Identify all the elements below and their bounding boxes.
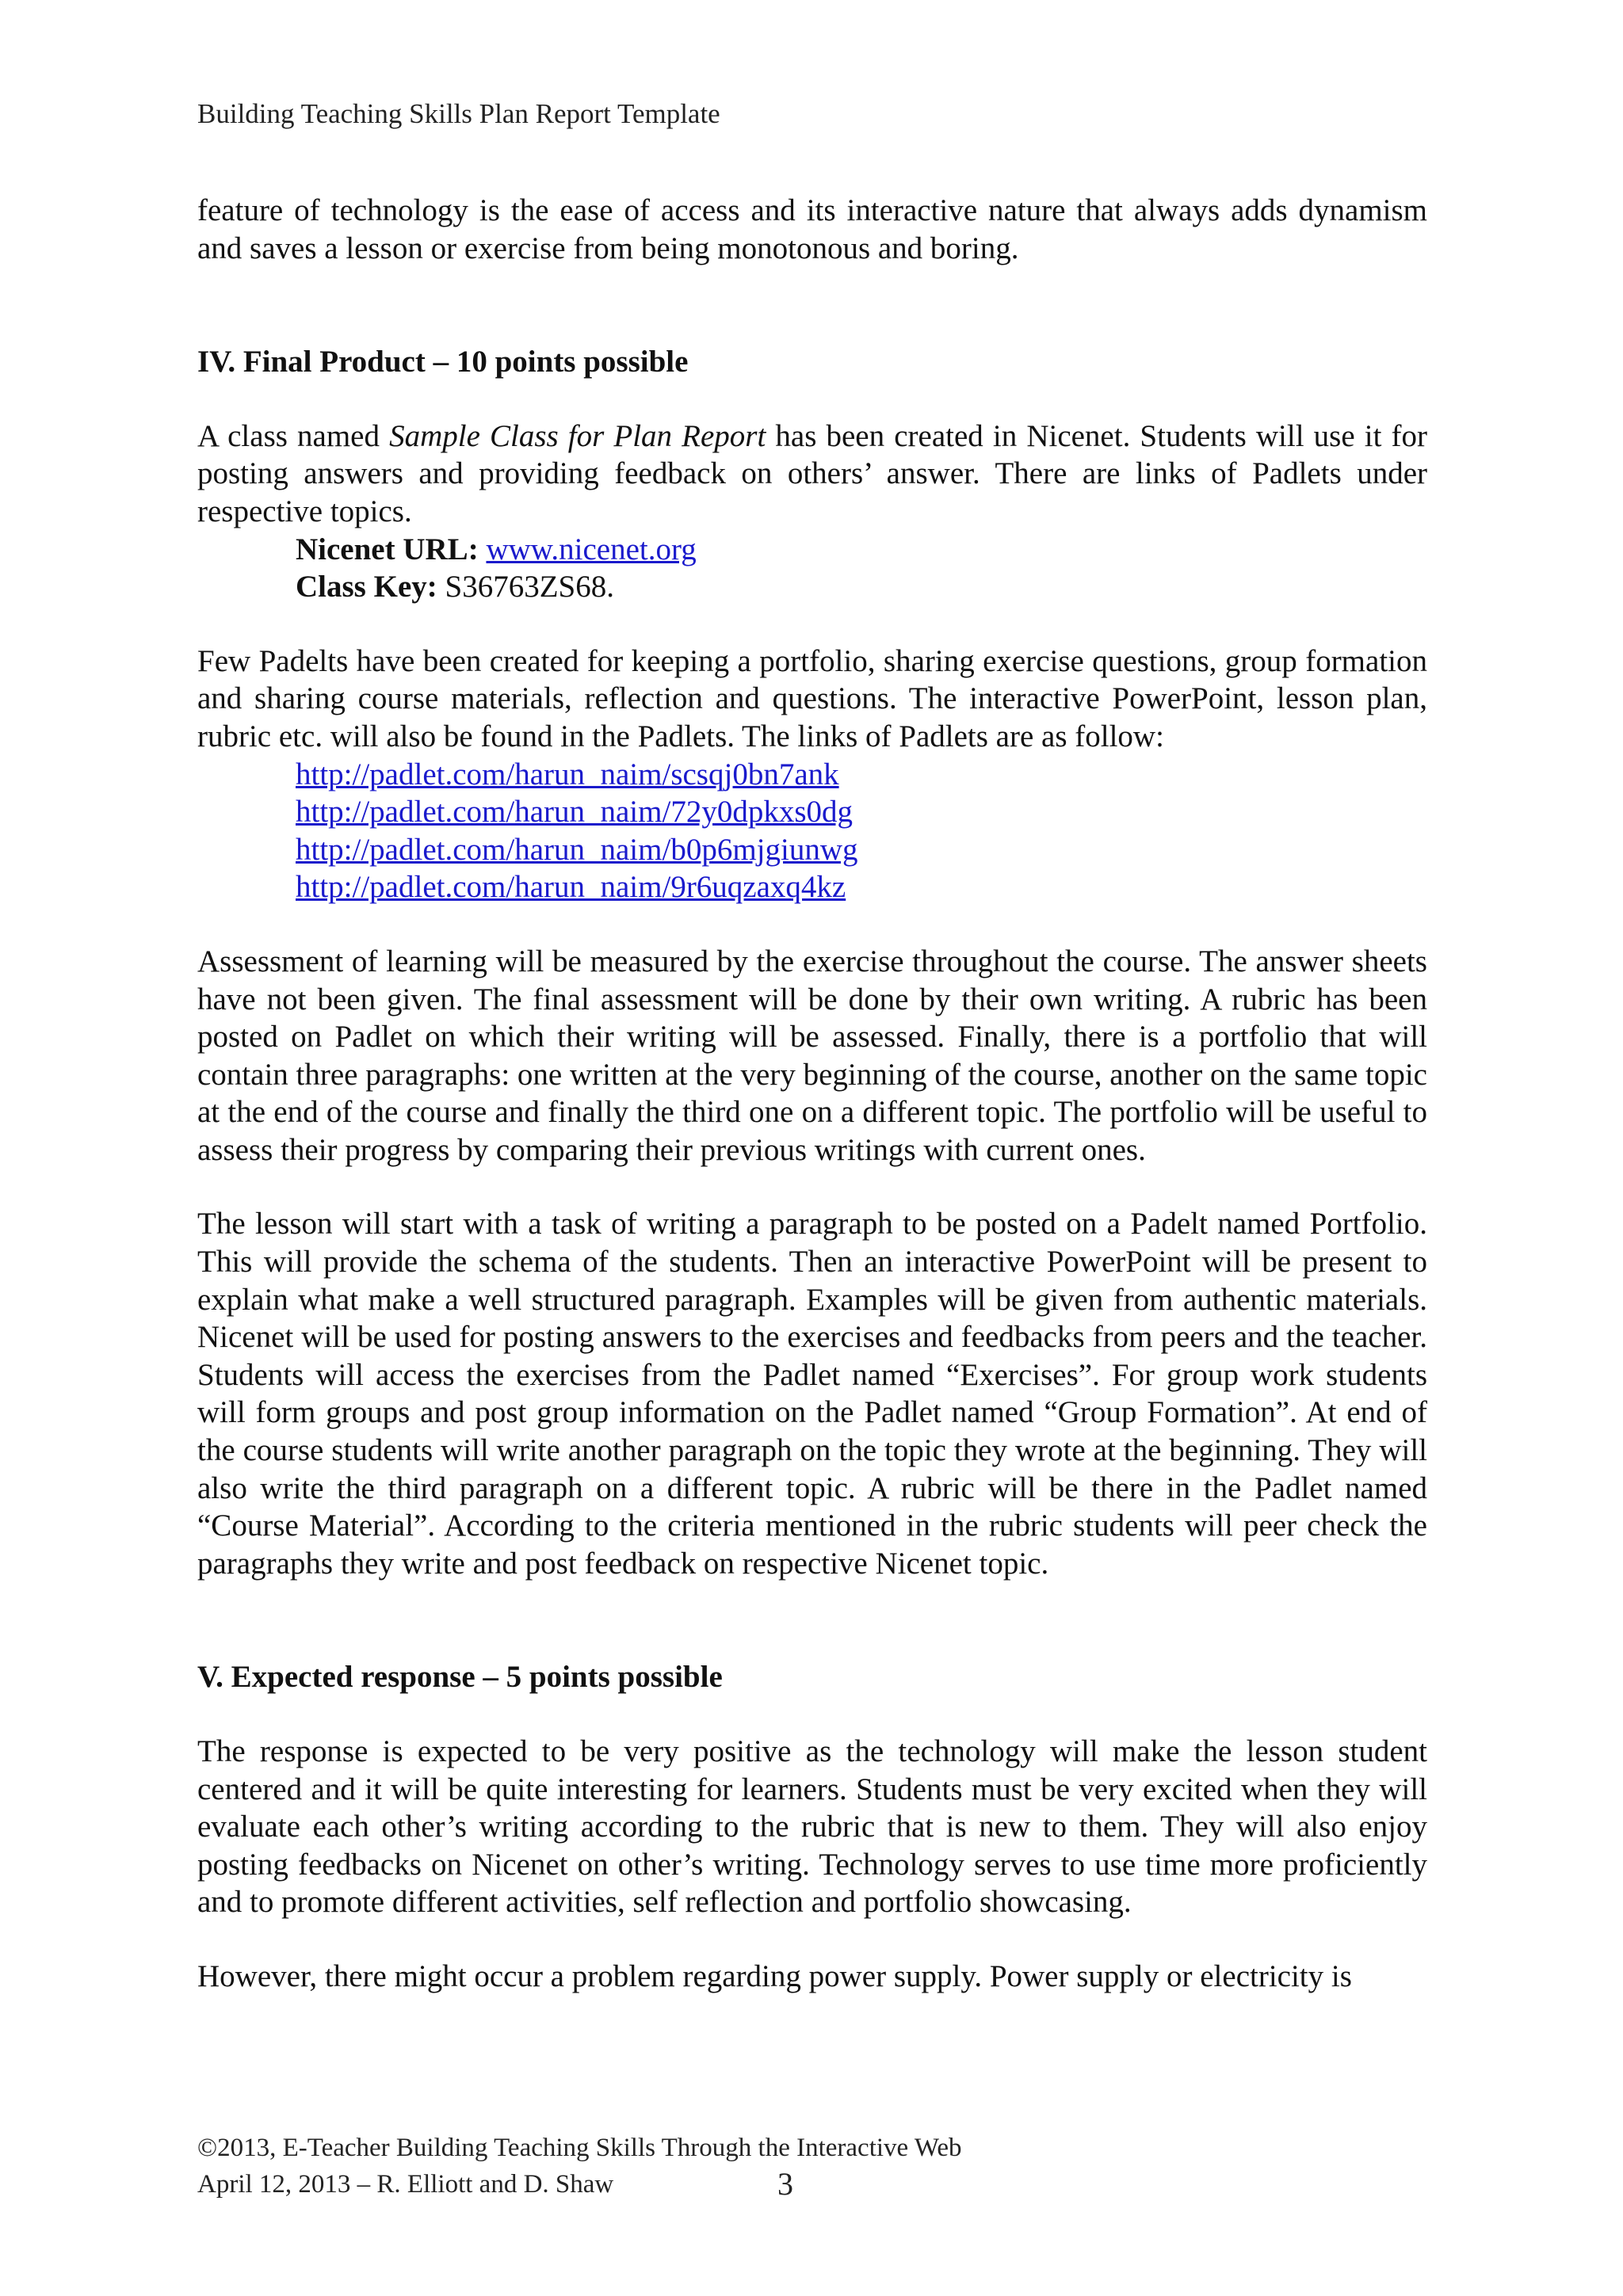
padlet-link-4[interactable]: http://padlet.com/harun_naim/9r6uqzaxq4kz [296, 870, 846, 905]
padlet-link-item [296, 831, 1427, 869]
section-iv-paragraph-4: The lesson will start with a task of writing a paragraph to be posted on a Padelt named Portfolio. This will provide the schema of the students. Then an interactive PowerPoint will be present to explain what make a well structured paragraph. Examples will be given from authentic materials. Nicenet will be used for posting answers to the exercises and feedbacks from peers and the teacher. Students will access the exercises from the Padlet named “Exercises”. For group work students will form groups and post group information on the Padlet named “Group Formation”. At end of the course students will write another paragraph on the topic they wrote at the beginning. They will also write the third paragraph on a different topic. A rubric will be there in the Padlet named “Course Material”. According to the criteria mentioned in the rubric students will peer check the paragraphs they write and post feedback on respective Nicenet topic. [197, 1207, 1427, 1581]
section-iv-heading: IV. Final Product – 10 points possible [197, 345, 689, 379]
class-key-line [296, 568, 1427, 606]
padlet-link-3[interactable]: http://padlet.com/harun_naim/b0p6mjgiunwg [296, 832, 858, 867]
section-iv-paragraph-1 [197, 418, 1427, 531]
footer-date-authors: April 12, 2013 – R. Elliott and D. Shaw [197, 2170, 614, 2199]
padlet-link-item [296, 756, 1427, 794]
page-content [197, 192, 1427, 1996]
class-key-value: S36763ZS68. [445, 570, 614, 605]
padlet-links-list [197, 756, 1427, 906]
section-iv-paragraph-3: Assessment of learning will be measured by the exercise throughout the course. The answer sheets have not been given. The final assessment will be done by their own writing. A rubric has been posted on Padlet on which their writing will be assessed. Finally, there is a portfolio that will contain three paragraphs: one written at the very beginning of the course, another on the same topic at the end of the course and finally the third one on a different topic. The portfolio will be useful to assess their progress by comparing their previous writings with current ones. [197, 944, 1427, 1167]
nicenet-url-line [296, 531, 1427, 569]
intro-paragraph: feature of technology is the ease of access and its interactive nature that always adds dynamism and saves a lesson or exercise from being monotonous and boring. [197, 193, 1427, 265]
footer-copyright: ©2013, E-Teacher Building Teaching Skills Through the Interactive Web [197, 2134, 962, 2162]
padlet-link-item [296, 868, 1427, 906]
class-name-italic: Sample Class for Plan Report [389, 418, 766, 453]
page-footer [197, 2130, 961, 2203]
section-iv-paragraph-2: Few Padelts have been created for keeping a portfolio, sharing exercise questions, group formation and sharing course materials, reflection and questions. The interactive PowerPoint, lesson plan, rubric etc. will also be found in the Padlets. The links of Padlets are as follow: [197, 643, 1427, 753]
padlet-link-2[interactable]: http://padlet.com/harun_naim/72y0dpkxs0dg [296, 795, 853, 830]
padlet-link-1[interactable]: http://padlet.com/harun_naim/scsqj0bn7ank [296, 757, 839, 791]
section-v-paragraph-2: However, there might occur a problem regarding power supply. Power supply or electricity is [197, 1958, 1352, 1993]
padlet-link-item [296, 793, 1427, 831]
class-details [197, 531, 1427, 606]
section-v-heading: V. Expected response – 5 points possible [197, 1660, 723, 1695]
class-description-text: has been created in Nicenet. Students will use it for posting answers and providing feedback on others’ answer. There are links of Padlets under respective topics. [197, 418, 1427, 528]
footer-date-line [197, 2166, 961, 2203]
page-number: 3 [777, 2166, 793, 2202]
running-header: Building Teaching Skills Plan Report Template [197, 98, 720, 129]
nicenet-url-label: Nicenet URL: [296, 532, 479, 566]
class-key-label: Class Key: [296, 570, 437, 605]
section-v-paragraph-1: The response is expected to be very positive as the technology will make the lesson student centered and it will be quite interesting for learners. Students must be very excited when they will evaluate each other’s writing according to the rubric that is new to them. They will also enjoy posting feedbacks on Nicenet on other’s writing. Technology serves to use time more proficiently and to promote different activities, self reflection and portfolio showcasing. [197, 1734, 1427, 1920]
nicenet-url-link[interactable]: www.nicenet.org [486, 532, 697, 566]
class-intro-text: A class named [197, 418, 390, 453]
